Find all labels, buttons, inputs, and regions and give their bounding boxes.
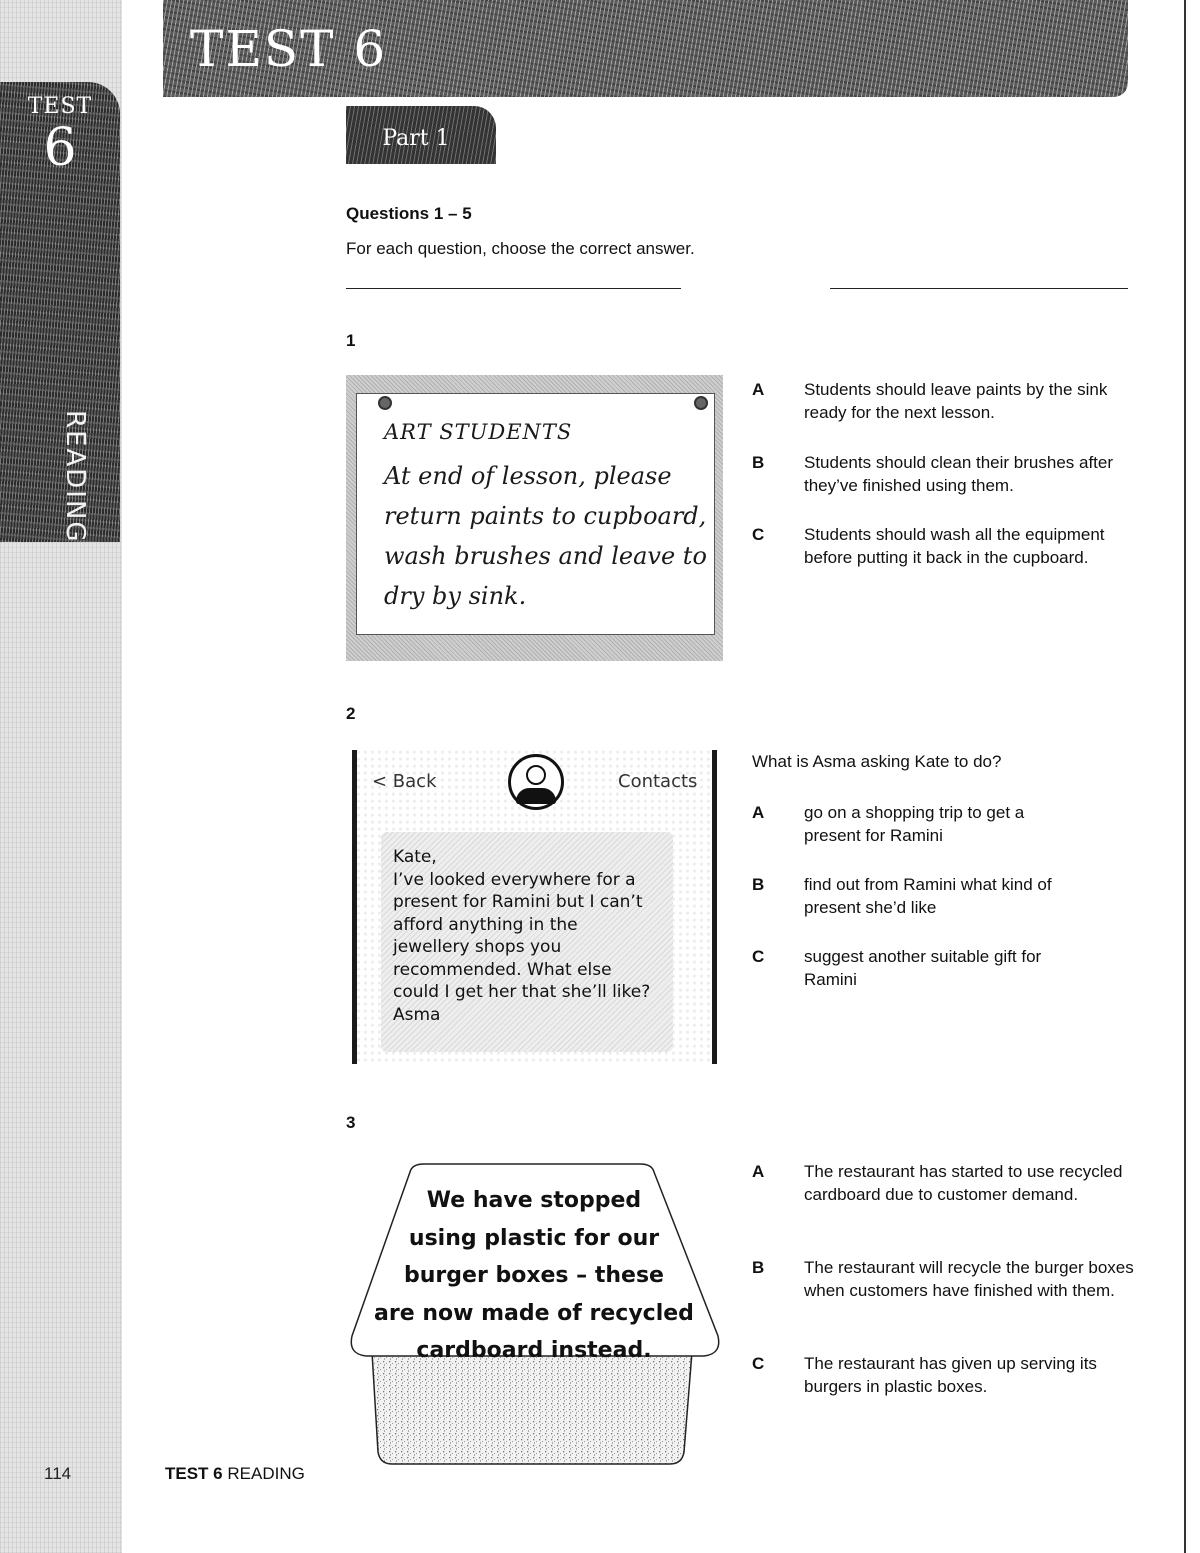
option-b-text: find out from Ramini what kind of present she’d like bbox=[804, 875, 1052, 917]
avatar-head bbox=[526, 765, 546, 785]
option-a-letter: A bbox=[752, 803, 765, 822]
side-tab-number: 6 bbox=[43, 118, 77, 178]
footer-label bbox=[165, 1464, 305, 1484]
notice-line: wash brushes and leave to bbox=[384, 542, 707, 570]
option-b-text: Students should clean their brushes after they’ve finished using them. bbox=[804, 453, 1114, 495]
phone-edge bbox=[352, 750, 357, 1064]
option-b-letter: B bbox=[752, 453, 765, 472]
divider bbox=[830, 288, 1128, 289]
message-line: jewellery shops you bbox=[393, 937, 562, 957]
option-c-letter: C bbox=[752, 947, 765, 966]
notice-title: ART STUDENTS bbox=[384, 420, 573, 444]
instruction: For each question, choose the correct answer. bbox=[346, 239, 695, 258]
message-line: could I get her that she’ll like? bbox=[393, 982, 651, 1002]
footer-section: READING bbox=[227, 1464, 305, 1483]
message-line: Asma bbox=[393, 1004, 441, 1025]
sign-line: using plastic for our bbox=[408, 1225, 660, 1251]
option-a-text: go on a shopping trip to get a present for Ramini bbox=[804, 803, 1025, 845]
contacts-link[interactable]: Contacts bbox=[618, 771, 698, 792]
phone-edge bbox=[712, 750, 717, 1064]
option-a-text: Students should leave paints by the sink ready for the next lesson. bbox=[804, 380, 1108, 422]
message-line: I’ve looked everywhere for a bbox=[393, 869, 636, 890]
message-line: recommended. What else bbox=[393, 959, 612, 980]
divider bbox=[346, 288, 681, 289]
questions-heading: Questions 1 – 5 bbox=[346, 204, 472, 223]
message-text bbox=[393, 846, 683, 1026]
message-line: present for Ramini but I can’t bbox=[393, 892, 643, 912]
notice-line: return paints to cupboard, bbox=[384, 502, 707, 530]
option-c-text: The restaurant has given up serving its burgers in plastic boxes. bbox=[804, 1354, 1097, 1396]
question-number: 2 bbox=[346, 704, 356, 723]
test-title: TEST 6 bbox=[190, 20, 388, 78]
sign-line: We have stopped bbox=[426, 1188, 642, 1213]
side-tab-label: TEST bbox=[27, 94, 93, 119]
sign-line: cardboard instead. bbox=[416, 1338, 652, 1363]
notice-line: dry by sink. bbox=[384, 582, 527, 610]
message-line: Kate, bbox=[393, 847, 437, 867]
pin-icon bbox=[378, 396, 392, 410]
question-number: 1 bbox=[346, 331, 356, 350]
part-label: Part 1 bbox=[382, 126, 450, 151]
avatar-body bbox=[516, 788, 556, 804]
side-section-label: READING bbox=[60, 410, 90, 544]
footer-test: TEST 6 bbox=[165, 1464, 223, 1483]
question-number: 3 bbox=[346, 1113, 356, 1132]
option-b-letter: B bbox=[752, 1258, 765, 1277]
option-c-letter: C bbox=[752, 525, 765, 544]
option-b-letter: B bbox=[752, 875, 765, 894]
option-a-letter: A bbox=[752, 380, 765, 399]
option-a-text: The restaurant has started to use recycled cardboard due to customer demand. bbox=[804, 1162, 1123, 1204]
sign-line: burger boxes – these bbox=[404, 1263, 664, 1288]
pin-icon bbox=[694, 396, 708, 410]
back-link[interactable]: < Back bbox=[372, 771, 437, 792]
option-c-text: Students should wash all the equipment before putting it back in the cupboard. bbox=[804, 525, 1105, 567]
message-line: afford anything in the bbox=[393, 914, 578, 935]
sign-text bbox=[372, 1182, 696, 1370]
sign-line: are now made of recycled bbox=[374, 1300, 694, 1326]
option-c-letter: C bbox=[752, 1354, 765, 1373]
notice-line: At end of lesson, please bbox=[384, 462, 672, 490]
option-c-text: suggest another suitable gift for Ramini bbox=[804, 947, 1042, 989]
option-b-text: The restaurant will recycle the burger boxes when customers have finished with them. bbox=[804, 1258, 1134, 1300]
question-prompt: What is Asma asking Kate to do? bbox=[752, 752, 1002, 771]
page-number: 114 bbox=[44, 1464, 72, 1483]
option-a-letter: A bbox=[752, 1162, 765, 1181]
page-edge bbox=[1184, 0, 1186, 1553]
